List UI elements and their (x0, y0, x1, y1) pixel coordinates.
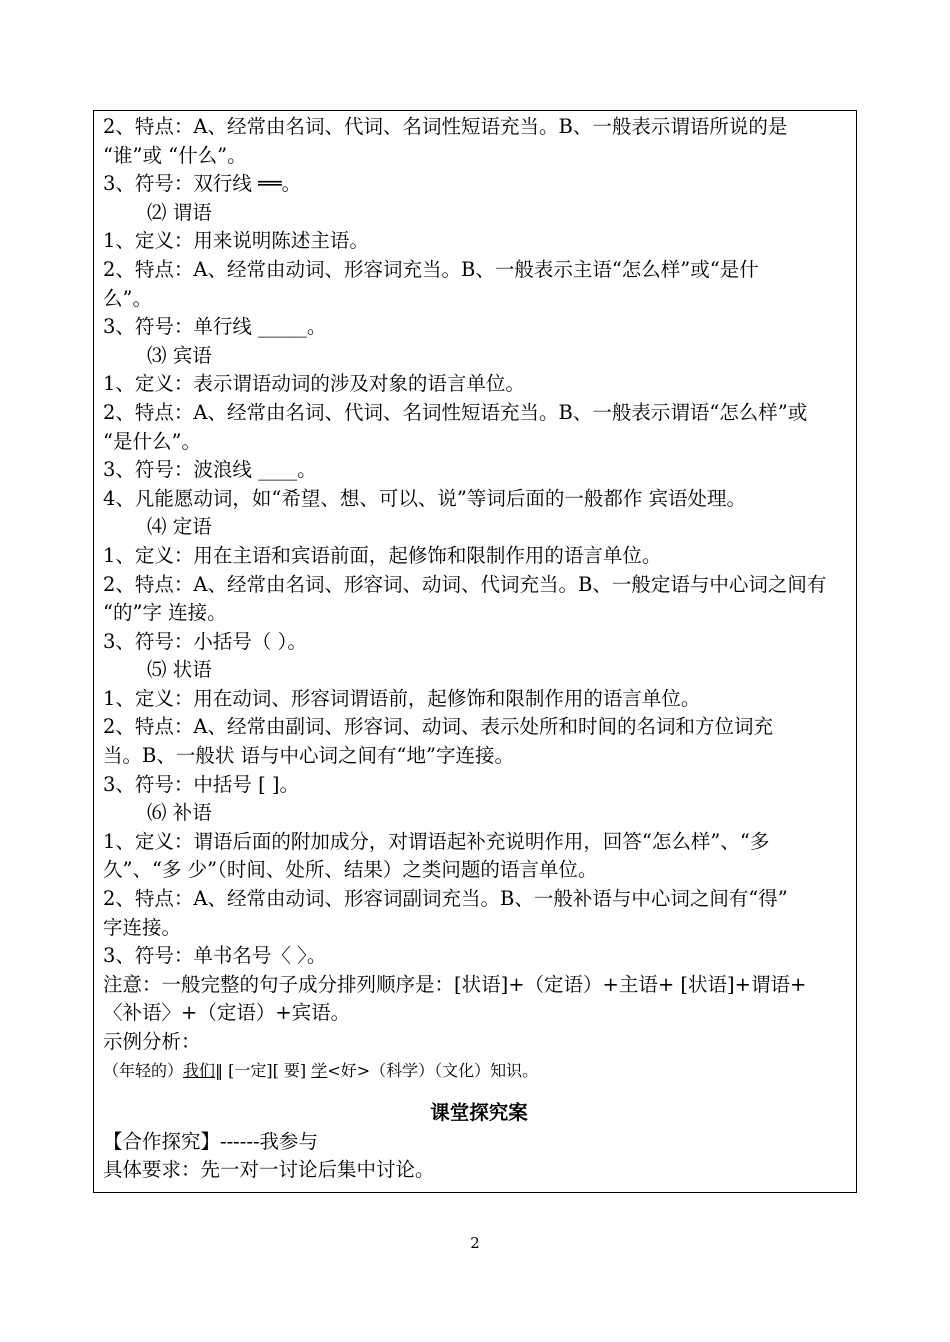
text-line: 1、定义：用来说明陈述主语。 (103, 229, 369, 253)
section-heading-predicate: ⑵ 谓语 (147, 200, 212, 224)
text-line: 1、定义：用在动词、形容词谓语前，起修饰和限制作用的语言单位。 (103, 686, 701, 710)
text-line: 1、定义：用在主语和宾语前面，起修饰和限制作用的语言单位。 (103, 543, 662, 567)
text-line: “的”字 连接。 (103, 601, 227, 625)
example-attributive: （年轻的） (103, 1060, 184, 1080)
section-heading-attributive: ⑷ 定语 (147, 515, 212, 539)
text-line: 1、定义：表示谓语动词的涉及对象的语言单位。 (103, 372, 525, 396)
text-line: 3、符号：中括号 [ ]。 (103, 772, 300, 796)
text-line: 2、特点：A、经常由名词、代词、名词性短语充当。B、一般表示谓语所说的是 (103, 115, 788, 138)
text-line: “是什么”。 (103, 429, 201, 453)
note-line: 注意：一般完整的句子成分排列顺序是：[状语]+（定语）+主语+ [状语]+谓语+ (103, 972, 807, 996)
section-heading-adverbial: ⑸ 状语 (147, 658, 212, 682)
example-adverbial: ‖ [一定][ 要] (215, 1060, 307, 1080)
example-label: 示例分析： (103, 1030, 201, 1053)
text-line: 1、定义：谓语后面的附加成分，对谓语起补充说明作用，回答“怎么样”、“多 (103, 829, 770, 853)
text-line: 2、特点：A、经常由副词、形容词、动词、表示处所和时间的名词和方位词充 (103, 715, 773, 739)
text-line: 2、特点：A、经常由动词、形容词副词充当。B、一般补语与中心词之间有“得” (103, 887, 788, 911)
text-line: 2、特点：A、经常由名词、代词、名词性短语充当。B、一般表示谓语“怎么样”或 (103, 400, 808, 424)
section-title: 课堂探究案 (430, 1101, 528, 1125)
text-line: 么”。 (103, 286, 152, 310)
section-heading-object: ⑶ 宾语 (147, 343, 212, 367)
requirement-line: 具体要求：先一对一讨论后集中讨论。 (103, 1158, 435, 1182)
text-line: 3、符号：小括号（ ）。 (103, 629, 307, 653)
text-line: 2、特点：A、经常由名词、形容词、动词、代词充当。B、一般定语与中心词之间有 (103, 572, 827, 596)
cooperation-line: 【合作探究】------我参与 (103, 1129, 319, 1153)
text-line: 4、凡能愿动词，如“希望、想、可以、说”等词后面的一般都作 宾语处理。 (103, 486, 747, 510)
text-line: 当。B、一般状 语与中心词之间有“地”字连接。 (103, 744, 514, 768)
document-body (103, 113, 855, 1185)
text-line: 3、符号：双行线 ══。 (103, 172, 302, 196)
text-line: 久”、“多 少”（时间、处所、结果）之类问题的语言单位。 (103, 858, 598, 882)
example-rest: <好>（科学）（文化）知识。 (327, 1060, 539, 1080)
example-subject: 我们 (183, 1060, 216, 1080)
example-sentence (103, 1057, 855, 1086)
text-line: “谁”或 “什么”。 (103, 143, 247, 167)
section-heading-complement: ⑹ 补语 (147, 801, 212, 825)
text-line: 3、符号：波浪线 ____。 (103, 458, 317, 482)
text-line: 2、特点：A、经常由动词、形容词充当。B、一般表示主语“怎么样”或“是什 (103, 257, 759, 281)
text-line: 字连接。 (103, 915, 182, 939)
page-number: 2 (470, 1234, 480, 1252)
example-verb: 学 (311, 1060, 328, 1080)
note-line: 〈补语〉+（定语）+宾语。 (103, 1001, 351, 1025)
text-line: 3、符号：单书名号〈 〉。 (103, 944, 327, 968)
text-line: 3、符号：单行线 _____。 (103, 315, 327, 339)
